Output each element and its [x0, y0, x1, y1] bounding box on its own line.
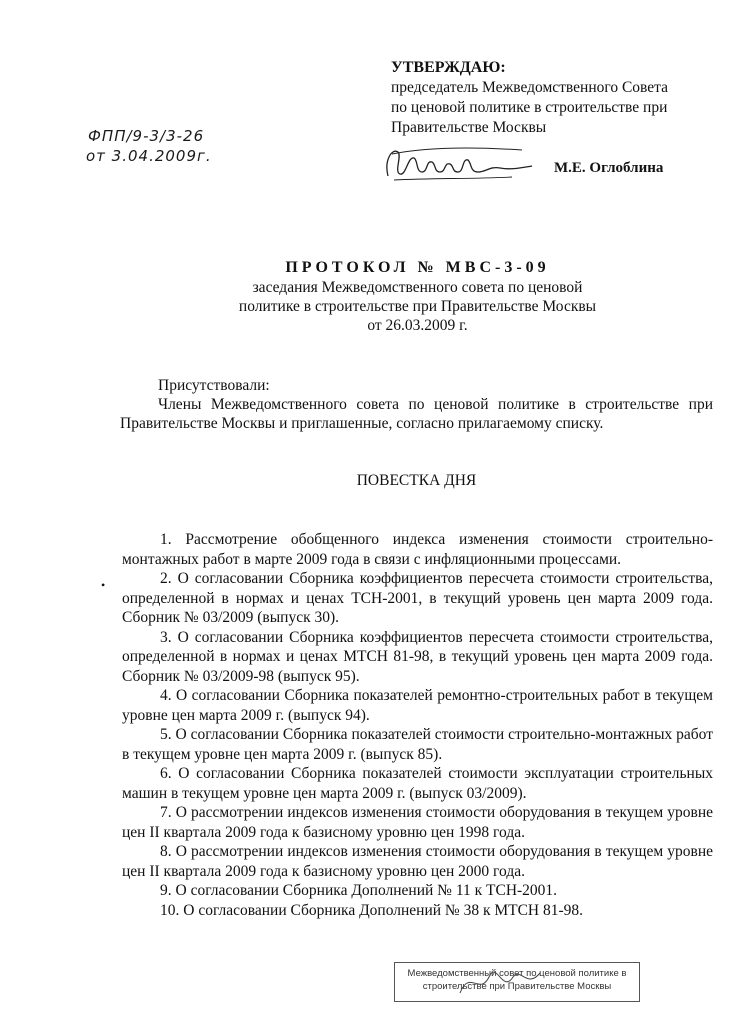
stamp-scribble — [455, 963, 545, 1003]
approval-heading: УТВЕРЖДАЮ: — [391, 59, 506, 76]
agenda-item: 10. О согласовании Сборника Дополнений № 38 к МТСН 81-98. — [160, 901, 584, 919]
agenda-title: ПОВЕСТКА ДНЯ — [356, 472, 477, 489]
agenda-item: 3. О согласовании Сборника коэффициентов пересчета стоимости строительства, определенной в нормах и ценах МТСН 81-98, в текущий уровень цен марта 2009 года. Сборник № 03/2009-98 (выпуск 95). — [122, 628, 713, 685]
approval-block — [391, 58, 711, 138]
agenda-item: 6. О согласовании Сборника показателей стоимости эксплуатации строительных машин в текущем уровне цен марта 2009 г. (выпуск 03/2009). — [122, 765, 713, 802]
agenda-list — [122, 530, 713, 920]
agenda-item: 4. О согласовании Сборника показателей ремонтно-строительных работ в текущем уровне цен марта 2009 г. (выпуск 94). — [122, 687, 713, 724]
approval-line: по ценовой политике в строительстве при — [391, 99, 668, 116]
stamp-line: Межведомственный совет по ценовой политике в — [407, 968, 627, 979]
agenda-item: 9. О согласовании Сборника Дополнений № 11 к ТСН-2001. — [160, 882, 558, 899]
attendance-section — [120, 376, 713, 433]
council-stamp — [394, 962, 640, 1002]
protocol-title: ПРОТОКОЛ № МВС-3-09 — [285, 259, 550, 276]
stamp-line: строительстве при Правительстве Москвы — [422, 981, 612, 992]
signer-name: М.Е. Оглоблина — [554, 160, 664, 176]
protocol-date: от 26.03.2009 г. — [367, 317, 468, 334]
protocol-line: заседания Межведомственного совета по ценовой — [252, 279, 583, 296]
agenda-item: 7. О рассмотрении индексов изменения стоимости оборудования в текущем уровне цен II квартала 2009 года к базисному уровню цен 1998 года. — [122, 804, 713, 841]
approval-line: председатель Межведомственного Совета — [391, 79, 669, 96]
handwritten-registration-note — [88, 126, 212, 166]
attendance-label: Присутствовали: — [158, 377, 270, 394]
handwritten-note-number: ФПП/9-3/3-26 — [88, 127, 205, 145]
attendance-text: Члены Межведомственного совета по ценовой политике в строительстве при Правительстве Москвы и приглашенные, согласно прилагаемому списку. — [120, 396, 713, 432]
handwritten-note-date: от 3.04.2009г. — [86, 147, 212, 165]
agenda-item: 5. О согласовании Сборника показателей стоимости строительно-монтажных работ в текущем уровне цен марта 2009 г. (выпуск 85). — [122, 726, 713, 763]
agenda-item: 8. О рассмотрении индексов изменения стоимости оборудования в текущем уровне цен II квартала 2009 года к базисному уровню цен 2000 года. — [122, 843, 713, 880]
agenda-item: 2. О согласовании Сборника коэффициентов пересчета стоимости строительства, определенной в нормах и ценах ТСН-2001, в текущий уровень цен марта 2009 года. Сборник № 03/2009 (выпуск 30). — [122, 570, 713, 626]
protocol-line: политике в строительстве при Правительстве Москвы — [238, 298, 597, 315]
approval-line: Правительстве Москвы — [391, 119, 547, 136]
agenda-item: 1. Рассмотрение обобщенного индекса изменения стоимости строительно-монтажных работ в марте 2009 года в связи с инфляционными процессами. — [122, 531, 713, 568]
protocol-header — [120, 258, 715, 335]
scan-mark: • — [101, 578, 106, 592]
signature — [382, 142, 542, 184]
